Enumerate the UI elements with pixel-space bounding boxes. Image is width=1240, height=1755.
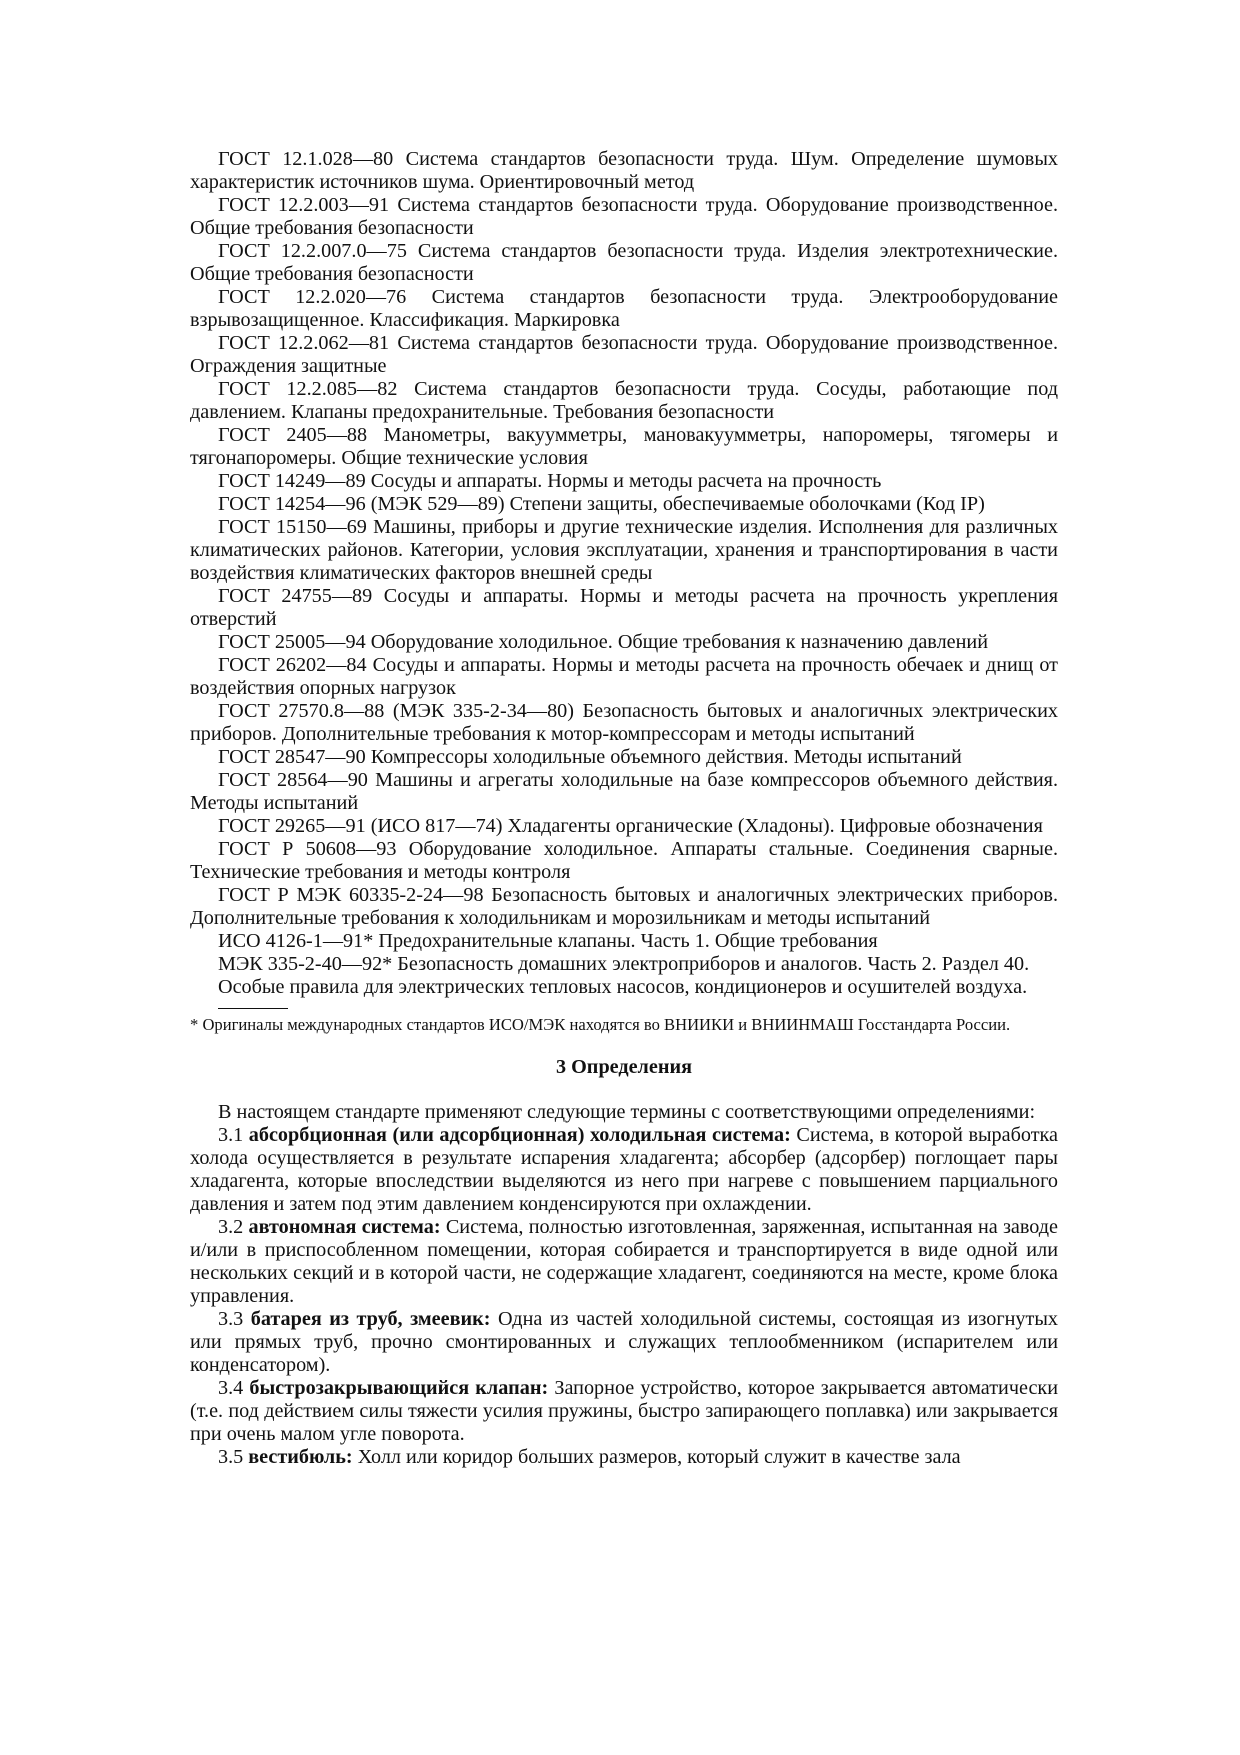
reference-item: ГОСТ 14249—89 Сосуды и аппараты. Нормы и методы расчета на прочность [218, 470, 882, 492]
definition-text: Система, полностью изготовленная, заряженная, испытанная на заводе и/или в приспособленном помещении, которая собирается и транспортируется в виде одной или нескольких секций и в которой части, не содержащие хладагент, соединяются на месте, кроме блока управления. [190, 1216, 1059, 1307]
definitions-list [190, 1124, 1058, 1469]
reference-item: ГОСТ 12.2.020—76 Система стандартов безопасности труда. Электрооборудование взрывозащищенное. Классификация. Маркировка [190, 286, 1058, 331]
definition-term: вестибюль: [248, 1446, 353, 1468]
reference-item: ГОСТ 28564—90 Машины и агрегаты холодильные на базе компрессоров объемного действия. Методы испытаний [190, 769, 1058, 814]
definition-item [190, 1308, 1058, 1377]
reference-item: МЭК 335-2-40—92* Безопасность домашних электроприборов и аналогов. Часть 2. Раздел 40. [218, 953, 1030, 975]
reference-item: ГОСТ 26202—84 Сосуды и аппараты. Нормы и методы расчета на прочность обечаек и днищ от воздействия опорных нагрузок [190, 654, 1058, 699]
definition-term: батарея из труб, змеевик: [250, 1308, 491, 1330]
footnote: * Оригиналы международных стандартов ИСО/МЭК находятся во ВНИИКИ и ВНИИНМАШ Госстандарта России. [190, 1015, 1011, 1034]
footnote-divider [218, 1008, 288, 1009]
reference-item: ГОСТ 27570.8—88 (МЭК 335-2-34—80) Безопасность бытовых и аналогичных электрических приборов. Дополнительные требования к мотор-компрессорам и методы испытаний [190, 700, 1058, 745]
definitions-intro: В настоящем стандарте применяют следующие термины с соответствующими определениями: [218, 1101, 1036, 1123]
reference-item: ГОСТ 12.2.085—82 Система стандартов безопасности труда. Сосуды, работающие под давлением. Клапаны предохранительные. Требования безопасности [190, 378, 1058, 423]
definition-term: абсорбционная (или адсорбционная) холодильная система: [248, 1124, 791, 1146]
reference-item: ГОСТ 24755—89 Сосуды и аппараты. Нормы и методы расчета на прочность укрепления отверстий [190, 585, 1058, 630]
definition-item [190, 1377, 1058, 1446]
definition-text: Одна из частей холодильной системы, состоящая из изогнутых или прямых труб, прочно смонтированных и служащих теплообменником (испарителем или конденсатором). [190, 1308, 1058, 1376]
reference-item: ГОСТ 28547—90 Компрессоры холодильные объемного действия. Методы испытаний [218, 746, 962, 768]
definition-item [190, 1216, 1058, 1308]
definition-text: Холл или коридор больших размеров, который служит в качестве зала [357, 1446, 961, 1468]
reference-item: Особые правила для электрических тепловых насосов, кондиционеров и осушителей воздуха. [218, 976, 1028, 998]
definition-item [190, 1124, 1058, 1216]
definition-number: 3.3 [218, 1308, 244, 1330]
reference-item: ГОСТ 29265—91 (ИСО 817—74) Хладагенты органические (Хладоны). Цифровые обозначения [218, 815, 1043, 837]
reference-item: ГОСТ 25005—94 Оборудование холодильное. Общие требования к назначению давлений [218, 631, 989, 653]
reference-item: ИСО 4126-1—91* Предохранительные клапаны. Часть 1. Общие требования [218, 930, 878, 952]
reference-item: ГОСТ 14254—96 (МЭК 529—89) Степени защиты, обеспечиваемые оболочками (Код IP) [218, 493, 985, 515]
definition-number: 3.5 [218, 1446, 244, 1468]
definition-number: 3.1 [218, 1124, 244, 1146]
reference-item: ГОСТ Р МЭК 60335-2-24—98 Безопасность бытовых и аналогичных электрических приборов. Дополнительные требования к холодильникам и морозильникам и методы испытаний [190, 884, 1058, 929]
definition-text: Система, в которой выработка холода осуществляется в результате испарения хладагента; абсорбер (адсорбер) поглощает пары хладагента, которые впоследствии выделяются из него при нагреве с повышением парциального давления и затем под этим давлением конденсируются при охлаждении. [190, 1124, 1058, 1215]
reference-item: ГОСТ 12.2.003—91 Система стандартов безопасности труда. Оборудование производственное. Общие требования безопасности [190, 194, 1058, 239]
definition-number: 3.2 [218, 1216, 244, 1238]
section-heading: 3 Определения [555, 1056, 693, 1078]
reference-item: ГОСТ Р 50608—93 Оборудование холодильное. Аппараты стальные. Соединения сварные. Технические требования и методы контроля [190, 838, 1058, 883]
definition-term: автономная система: [248, 1216, 441, 1238]
definition-item [190, 1446, 1058, 1469]
reference-item: ГОСТ 12.2.062—81 Система стандартов безопасности труда. Оборудование производственное. Ограждения защитные [190, 332, 1058, 377]
definition-term: быстрозакрывающийся клапан: [249, 1377, 549, 1399]
normative-references [190, 148, 1058, 999]
reference-item: ГОСТ 12.2.007.0—75 Система стандартов безопасности труда. Изделия электротехнические. Общие требования безопасности [190, 240, 1058, 285]
reference-item: ГОСТ 15150—69 Машины, приборы и другие технические изделия. Исполнения для различных климатических районов. Категории, условия эксплуатации, хранения и транспортирования в части воздействия климатических факторов внешней среды [190, 516, 1058, 584]
definition-text: Запорное устройство, которое закрывается автоматически (т.е. под действием силы тяжести усилия пружины, быстро запирающего поплавка) или закрывается при очень малом угле поворота. [190, 1377, 1059, 1445]
definition-number: 3.4 [218, 1377, 244, 1399]
reference-item: ГОСТ 2405—88 Манометры, вакуумметры, мановакуумметры, напоромеры, тягомеры и тягонапоромеры. Общие технические условия [190, 424, 1058, 469]
reference-item: ГОСТ 12.1.028—80 Система стандартов безопасности труда. Шум. Определение шумовых характеристик источников шума. Ориентировочный метод [190, 148, 1058, 193]
